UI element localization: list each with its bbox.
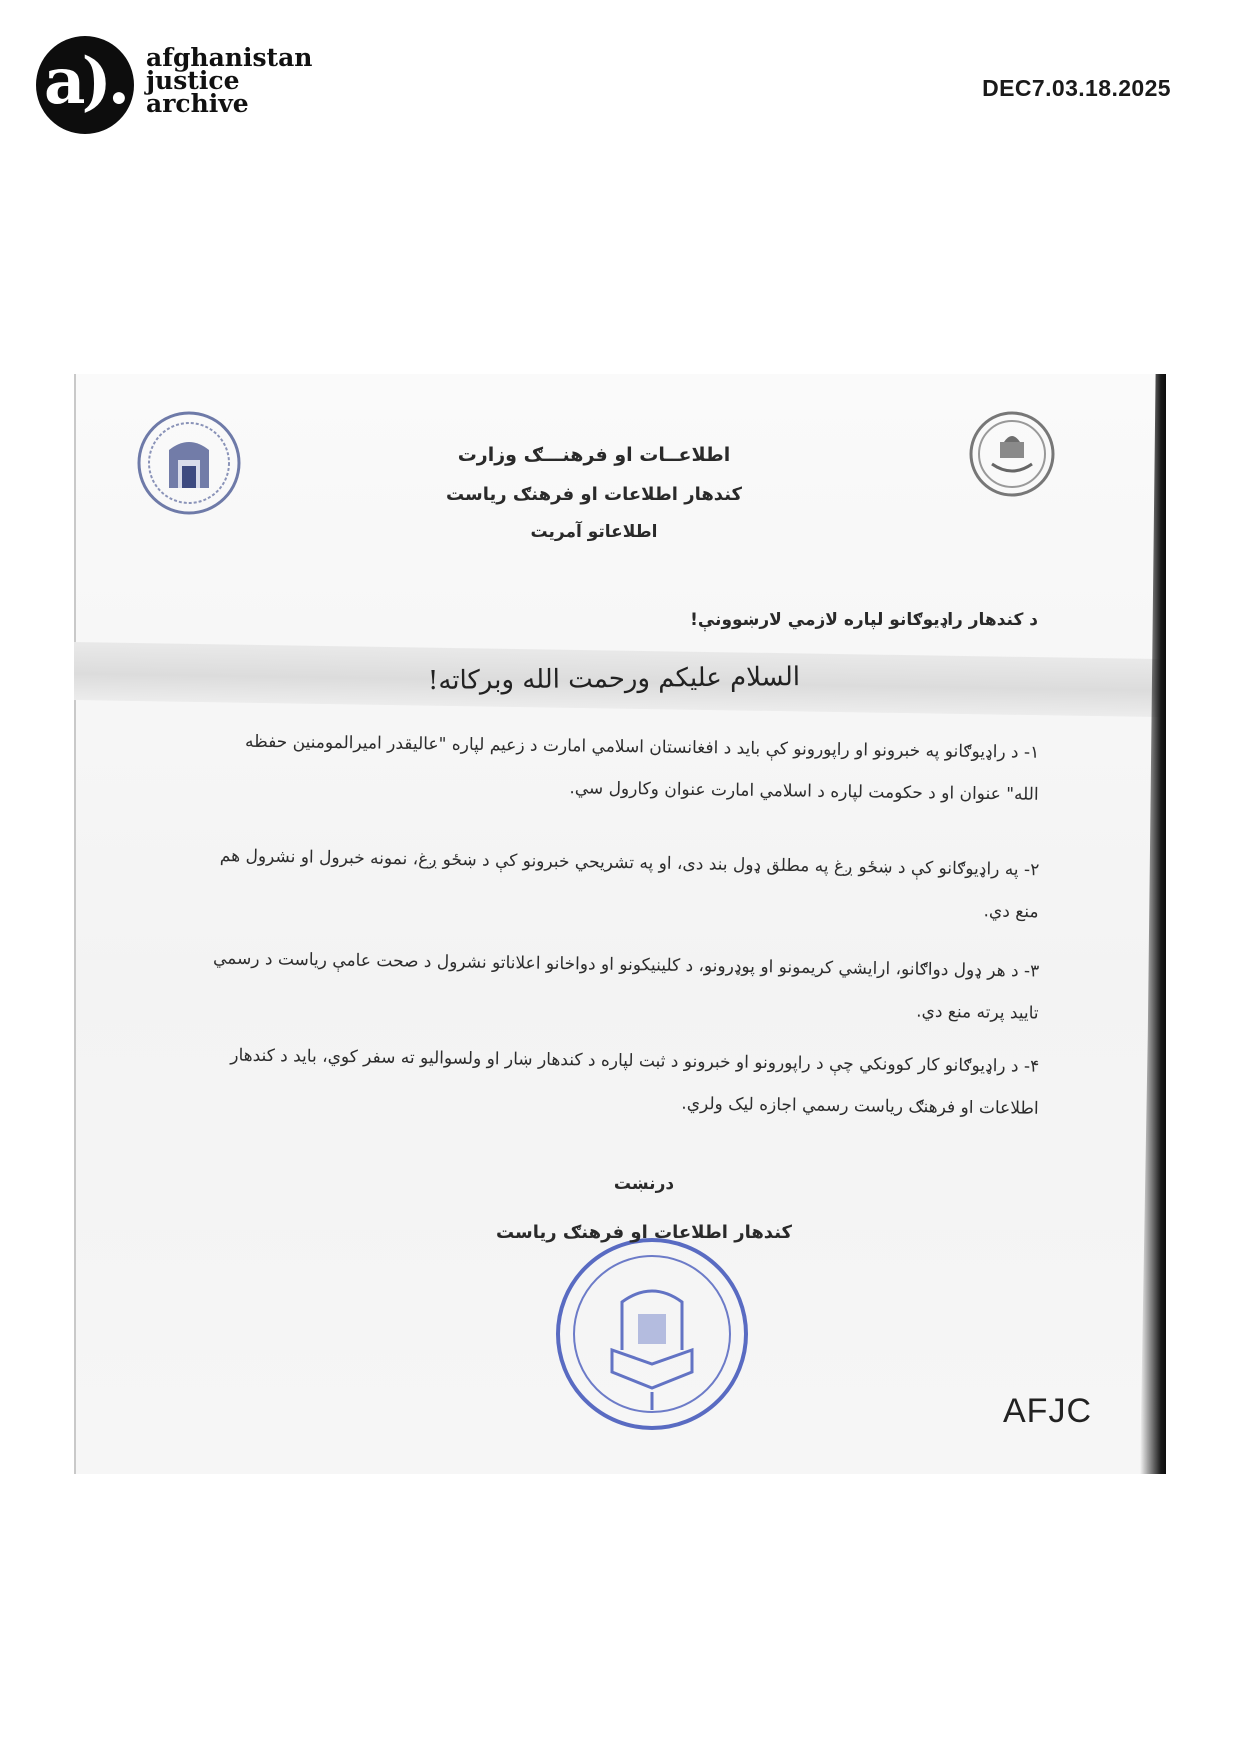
official-stamp-icon (542, 1222, 762, 1432)
archive-name-line-3: archive (146, 89, 249, 118)
letter-salutation: السلام علیکم ورحمت الله وبرکاته! (427, 662, 801, 696)
afjc-watermark: AFJC (1003, 1392, 1092, 1430)
archive-name-line-2: justice (146, 66, 240, 95)
ministry-seal-icon (136, 410, 242, 516)
archive-brand (36, 36, 336, 140)
document-code: DEC7.03.18.2025 (982, 75, 1171, 101)
letter-signatory: کندهار اطلاعات او فرهنګ ریاست (495, 1222, 793, 1243)
archive-logo-icon (36, 36, 134, 134)
directive-4: ۴- د راډیوګانو کار کوونکي چې د راپورونو او خبرونو د ثبت لپاره د کندهار ښار او ولسوالیو ته سفر کوي، باید د کندهار اطلاعات او فرهنګ ریاست رسمي اجازه لیک ولري. (230, 1045, 1040, 1119)
letter-addressee: د کندهار راډیوګانو لپاره لازمي لارښوونې! (690, 610, 1038, 630)
archive-logo-mark: a). (43, 44, 127, 119)
ministry-name: اطلاعــات او فرهنـــګ وزارت (457, 444, 731, 466)
scanned-letter (74, 374, 1166, 1474)
directorate-name: کندهار اطلاعات او فرهنګ ریاست (445, 484, 743, 505)
scan-edge (74, 374, 76, 1474)
department-name: اطلاعاتو آمریت (530, 522, 658, 542)
directive-3: ۳- د هر ډول دواګانو، ارایشي کریمونو او پوډرونو، د کلینیکونو او دواخانو اعلاناتو نشرول د صحت عامې ریاست د رسمي تایید پرته منع دي. (212, 948, 1040, 1024)
directive-1: ۱- د راډیوګانو په خبرونو او راپورونو کې باید د افغانستان اسلامي امارت د زعیم لپاره "عالیقدر امیرالمومنین حفظه الله" عنوان او د حکومت لپاره د اسلامي امارت عنوان وکارول سي. (244, 731, 1040, 805)
letter-closing: درنښت (613, 1174, 675, 1194)
directive-2: ۲- په راډیوګانو کې د ښځو ږغ په مطلق ډول بند دی، او په تشریحي خبرونو کې د ښځو ږغ، نمونه خبرول او نشرول هم منع دي. (219, 845, 1040, 923)
scan-right-shadow (1140, 374, 1166, 1474)
archive-name (146, 43, 313, 118)
archive-name-line-1: afghanistan (146, 43, 313, 72)
emirate-emblem-icon (968, 410, 1056, 498)
